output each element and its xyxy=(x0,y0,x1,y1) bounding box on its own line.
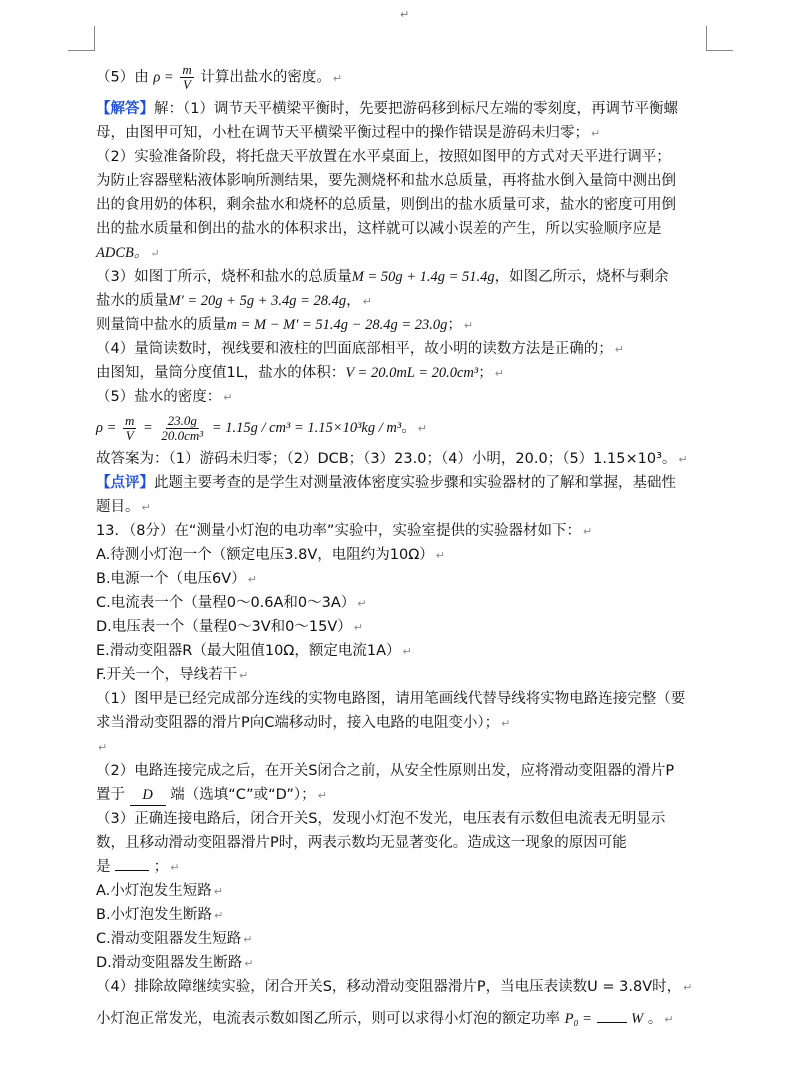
answer-line-4: 为防止容器壁粘液体影响所测结果，要先测烧杯和盐水总质量，再将盐水倒入量筒中测出倒 xyxy=(96,173,676,189)
equipment-item-a: A.待测小灯泡一个（额定电压3.8V，电阻约为10Ω） ↵ xyxy=(96,547,446,563)
answer-line-13: （5）盐水的密度： ↵ xyxy=(96,389,233,405)
part1-line-1: （1）图甲是已经完成部分连线的实物电路图，请用笔画线代替导线将实物电路连接完整（要 xyxy=(96,691,686,707)
density-calculation: ρ = $\frac{m}{V}$ = $\frac{23.0g}{\text{20.0cm³}}$ = 1.15g / cm³ = 1.15×10³kg / m³。 ↵ xyxy=(96,412,427,443)
part3-line-1: （3）正确连接电路后，闭合开关S，发现小灯泡不发光，电压表有示数但电流表无明显示 xyxy=(96,811,666,827)
total-mass-formula: M = 50g + 1.4g = 51.4g xyxy=(351,269,495,285)
answer-line-7: ADCB。 ↵ xyxy=(96,245,160,261)
density-fraction: $\frac{m}{V}$ xyxy=(182,62,192,92)
answer-line-3: （2）实验准备阶段，将托盘天平放置在水平桌面上，按照如图甲的方式对天平进行调平； xyxy=(96,149,671,165)
part3-line-2: 数，且移动滑动变阻器滑片P时，两表示数均无显著变化。造成这一现象的原因可能 xyxy=(96,835,627,851)
answer-line-8: （3）如图丁所示，烧杯和盐水的总质量M = 50g + 1.4g = 51.4g，如图乙所示，烧杯与剩余 xyxy=(96,269,669,285)
poured-mass-formula: m = M − M′ = 51.4g − 28.4g = 23.0g xyxy=(226,317,448,333)
header-paragraph-mark: ↵ xyxy=(400,8,410,21)
answer-line-10: 则量筒中盐水的质量m = M − M′ = 51.4g − 28.4g = 23.0g； ↵ xyxy=(96,317,474,333)
equipment-item-f: F.开关一个，导线若干 ↵ xyxy=(96,667,249,683)
step5-intro: （5）由 ρ = $\frac{m}{V}$ 计算出盐水的密度。 ↵ xyxy=(96,62,343,92)
part4-line-1: （4）排除故障继续实验，闭合开关S，移动滑动变阻器滑片P，当电压表读数U = 3.8V时， ↵ xyxy=(96,979,693,995)
part2-line-2: 置于 D 端（选填“C”或“D”）； ↵ xyxy=(96,785,327,806)
option-b: B.小灯泡发生断路 ↵ xyxy=(96,907,224,923)
option-a: A.小灯泡发生短路 ↵ xyxy=(96,883,223,899)
part2-answer-blank: D xyxy=(130,785,166,806)
answer-line-11: （4）量筒读数时，视线要和液柱的凹面底部相平，故小明的读数方法是正确的； ↵ xyxy=(96,341,624,357)
answer-line-2: 母，由图甲可知，小杜在调节天平横梁平衡过程中的操作错误是游码未归零； ↵ xyxy=(96,125,601,141)
comment-line-2: 题目。 ↵ xyxy=(96,499,151,515)
part3-answer-blank xyxy=(115,870,149,871)
volume-formula: V = 20.0mL = 20.0cm³ xyxy=(345,365,479,381)
remaining-mass-formula: M′ = 20g + 5g + 3.4g = 28.4g xyxy=(168,293,347,309)
equipment-item-c: C.电流表一个（量程0～0.6A和0～3A） ↵ xyxy=(96,595,367,611)
part4-line-2: 小灯泡正常发光，电流表示数如图乙所示，则可以求得小灯泡的额定功率 P₀ = W 。 ↵ xyxy=(96,1011,674,1027)
comment-tag: 【点评】 xyxy=(96,475,154,491)
part3-line-3: 是 ； ↵ xyxy=(96,859,180,875)
empty-paragraph: ↵ xyxy=(98,741,108,754)
equipment-item-e: E.滑动变阻器R（最大阻值10Ω，额定电流1A） ↵ xyxy=(96,643,412,659)
answer-line-12: 由图知，量筒分度值1L，盐水的体积：V = 20.0mL = 20.0cm³； ↵ xyxy=(96,365,504,381)
option-d: D.滑动变阻器发生断路 ↵ xyxy=(96,955,254,971)
answer-line-9: 盐水的质量M′ = 20g + 5g + 3.4g = 28.4g， ↵ xyxy=(96,293,372,309)
comment-line-1: 【点评】此题主要考查的是学生对测量液体密度实验步骤和实验器材的了解和掌握，基础性 xyxy=(96,475,676,491)
part1-line-2: 求当滑动变阻器的滑片P向C端移动时，接入电路的电阻变小）； ↵ xyxy=(96,715,511,731)
part2-line-1: （2）电路连接完成之后，在开关S闭合之前，从安全性原则出发，应将滑动变阻器的滑片P xyxy=(96,763,675,779)
answer-summary: 故答案为：（1）游码未归零；（2）DCB；（3）23.0；（4）小明，20.0；（5）1.15×10³。 ↵ xyxy=(96,451,688,467)
option-c: C.滑动变阻器发生短路 ↵ xyxy=(96,931,253,947)
rho-symbol: ρ = xyxy=(153,69,174,86)
question-13-title: 13．（8分）在“测量小灯泡的电功率”实验中，实验室提供的实验器材如下： ↵ xyxy=(96,523,593,539)
page-corner-mark-left xyxy=(68,26,95,51)
page-corner-mark-right xyxy=(706,26,733,51)
part4-answer-blank xyxy=(597,1022,627,1023)
answer-tag: 【解答】 xyxy=(96,101,154,117)
answer-line-1: 【解答】解：（1）调节天平横梁平衡时，先要把游码移到标尺左端的零刻度，再调节平衡螺 xyxy=(96,101,678,117)
answer-line-6: 出的盐水质量和倒出的盐水的体积求出，这样就可以减小误差的产生，所以实验顺序应是 xyxy=(96,221,662,237)
equipment-item-d: D.电压表一个（量程0～3V和0～15V） ↵ xyxy=(96,619,363,635)
equipment-item-b: B.电源一个（电压6V） ↵ xyxy=(96,571,257,587)
answer-line-5: 出的食用奶的体积，剩余盐水和烧杯的总质量，则倒出的盐水质量可求，盐水的密度可用倒 xyxy=(96,197,676,213)
